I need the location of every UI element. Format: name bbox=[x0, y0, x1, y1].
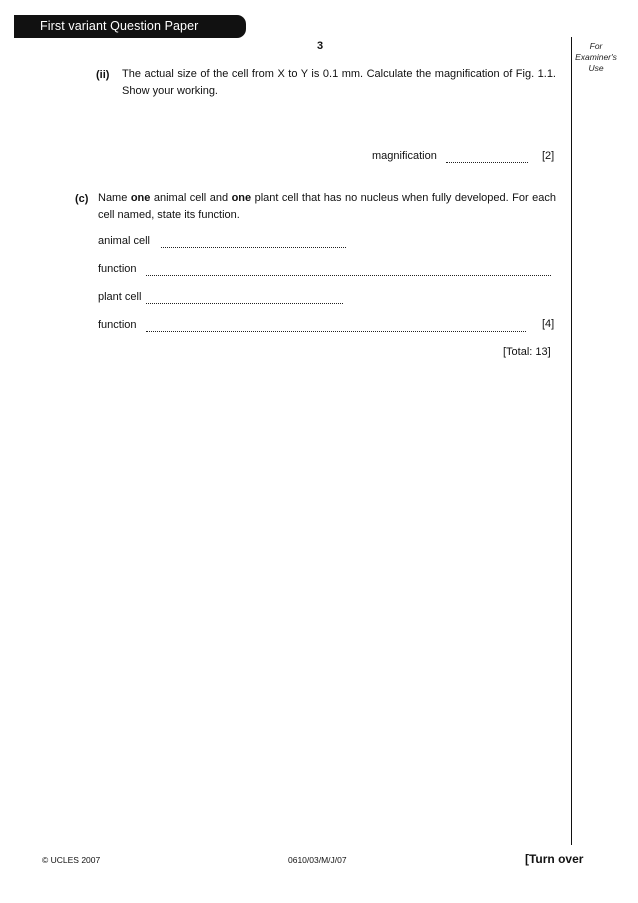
function-label-2: function bbox=[98, 319, 137, 331]
examiner-margin-rule bbox=[571, 37, 572, 845]
part-c-marks: [4] bbox=[542, 318, 555, 330]
part-c-text-1: Name bbox=[98, 192, 131, 204]
animal-function-row bbox=[98, 262, 551, 276]
examiner-note-line-2: Examiner's bbox=[575, 52, 617, 62]
magnification-label: magnification bbox=[372, 150, 437, 162]
plant-function-answer-line[interactable] bbox=[146, 321, 526, 332]
magnification-answer-row bbox=[372, 149, 528, 163]
plant-cell-row bbox=[98, 290, 343, 304]
part-c-bold-1: one bbox=[130, 192, 151, 204]
copyright: © UCLES 2007 bbox=[42, 855, 101, 865]
examiner-use-note bbox=[568, 41, 624, 74]
page-number: 3 bbox=[316, 40, 324, 52]
part-c-text-2: animal cell and bbox=[150, 192, 232, 204]
animal-function-answer-line[interactable] bbox=[146, 265, 551, 276]
part-c-question bbox=[98, 190, 556, 224]
turn-over-label: [Turn over bbox=[525, 852, 584, 866]
animal-cell-label: animal cell bbox=[98, 235, 150, 247]
paper-code: 0610/03/M/J/07 bbox=[288, 855, 347, 865]
examiner-note-line-1: For bbox=[589, 41, 603, 51]
function-label-1: function bbox=[98, 263, 137, 275]
question-total: [Total: 13] bbox=[503, 346, 551, 358]
part-ii-label: (ii) bbox=[96, 69, 110, 81]
part-c-label: (c) bbox=[75, 193, 89, 205]
plant-function-row bbox=[98, 318, 526, 332]
magnification-answer-line[interactable] bbox=[446, 152, 528, 163]
part-ii-marks: [2] bbox=[542, 150, 555, 162]
part-c-text-3: plant cell that has no nucleus when fully developed. For each cell named, state its function. bbox=[98, 192, 556, 221]
variant-banner: First variant Question Paper bbox=[14, 15, 246, 38]
animal-cell-answer-line[interactable] bbox=[161, 237, 346, 248]
animal-cell-row bbox=[98, 234, 346, 248]
part-c-bold-2: one bbox=[231, 192, 252, 204]
plant-cell-answer-line[interactable] bbox=[146, 293, 343, 304]
examiner-note-line-3: Use bbox=[588, 63, 604, 73]
part-ii-question: The actual size of the cell from X to Y is 0.1 mm. Calculate the magnification of Fig. 1.1. Show your working. bbox=[122, 68, 556, 97]
plant-cell-label: plant cell bbox=[98, 291, 142, 303]
